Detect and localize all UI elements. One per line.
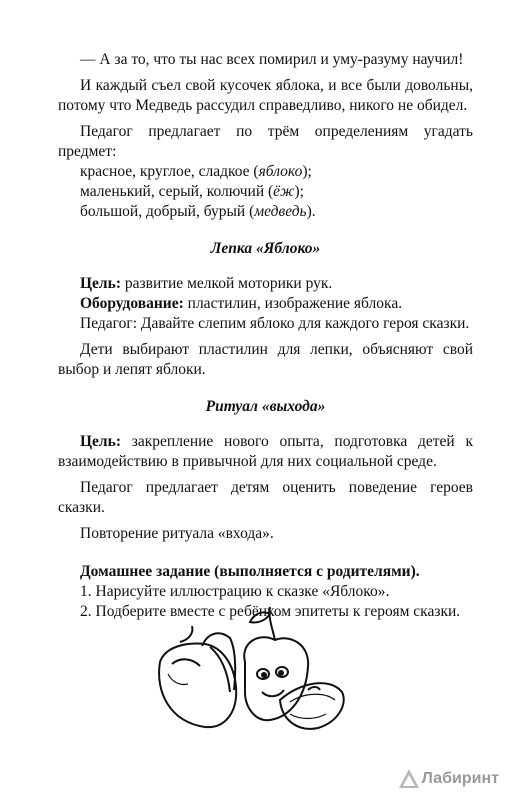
teacher-line: Педагог предлагает детям оценить поведение героев сказки. [58, 479, 473, 516]
page-content [58, 50, 473, 622]
goal-line: Цель: закрепление нового опыта, подготовка детей к взаимодействию в привычной для них социальной среде. [58, 433, 473, 470]
watermark-text: Лабиринт [421, 770, 499, 787]
story-paragraph: И каждый съел свой кусочек яблока, и все были довольны, потому что Медведь рассудил справедливо, никого не обидел. [58, 77, 473, 114]
riddle-item: красное, круглое, сладкое (яблоко); [80, 163, 312, 180]
goal-line: Цель: развитие мелкой моторики рук. [80, 275, 333, 292]
equipment-line: Оборудование: пластилин, изображение яблока. [80, 295, 403, 312]
section-title: Лепка «Яблоко» [210, 240, 321, 257]
homework-title: Домашнее задание (выполняется с родителями). [80, 563, 420, 580]
watermark [398, 768, 499, 790]
riddle-item: маленький, серый, колючий (ёж); [80, 183, 304, 200]
ritual-repeat: Повторение ритуала «входа». [80, 525, 274, 542]
dialogue-line: — А за то, что ты нас всех помирил и уму-разуму научил! [80, 51, 464, 68]
homework-item: 2. Подберите вместе с ребёнком эпитеты к героям сказки. [80, 603, 461, 620]
riddle-item: большой, добрый, бурый (медведь). [80, 203, 316, 220]
apple-slices-illustration [150, 602, 350, 737]
labirint-logo-icon [398, 768, 420, 790]
homework-item: 1. Нарисуйте иллюстрацию к сказке «Яблоко». [80, 583, 390, 600]
section-title: Ритуал «выхода» [205, 398, 326, 415]
children-line: Дети выбирают пластилин для лепки, объясняют свой выбор и лепят яблоки. [58, 341, 473, 378]
riddle-intro: Педагог предлагает по трём определениям угадать предмет: [58, 123, 473, 160]
teacher-line: Педагог: Давайте слепим яблоко для каждого героя сказки. [80, 315, 470, 332]
